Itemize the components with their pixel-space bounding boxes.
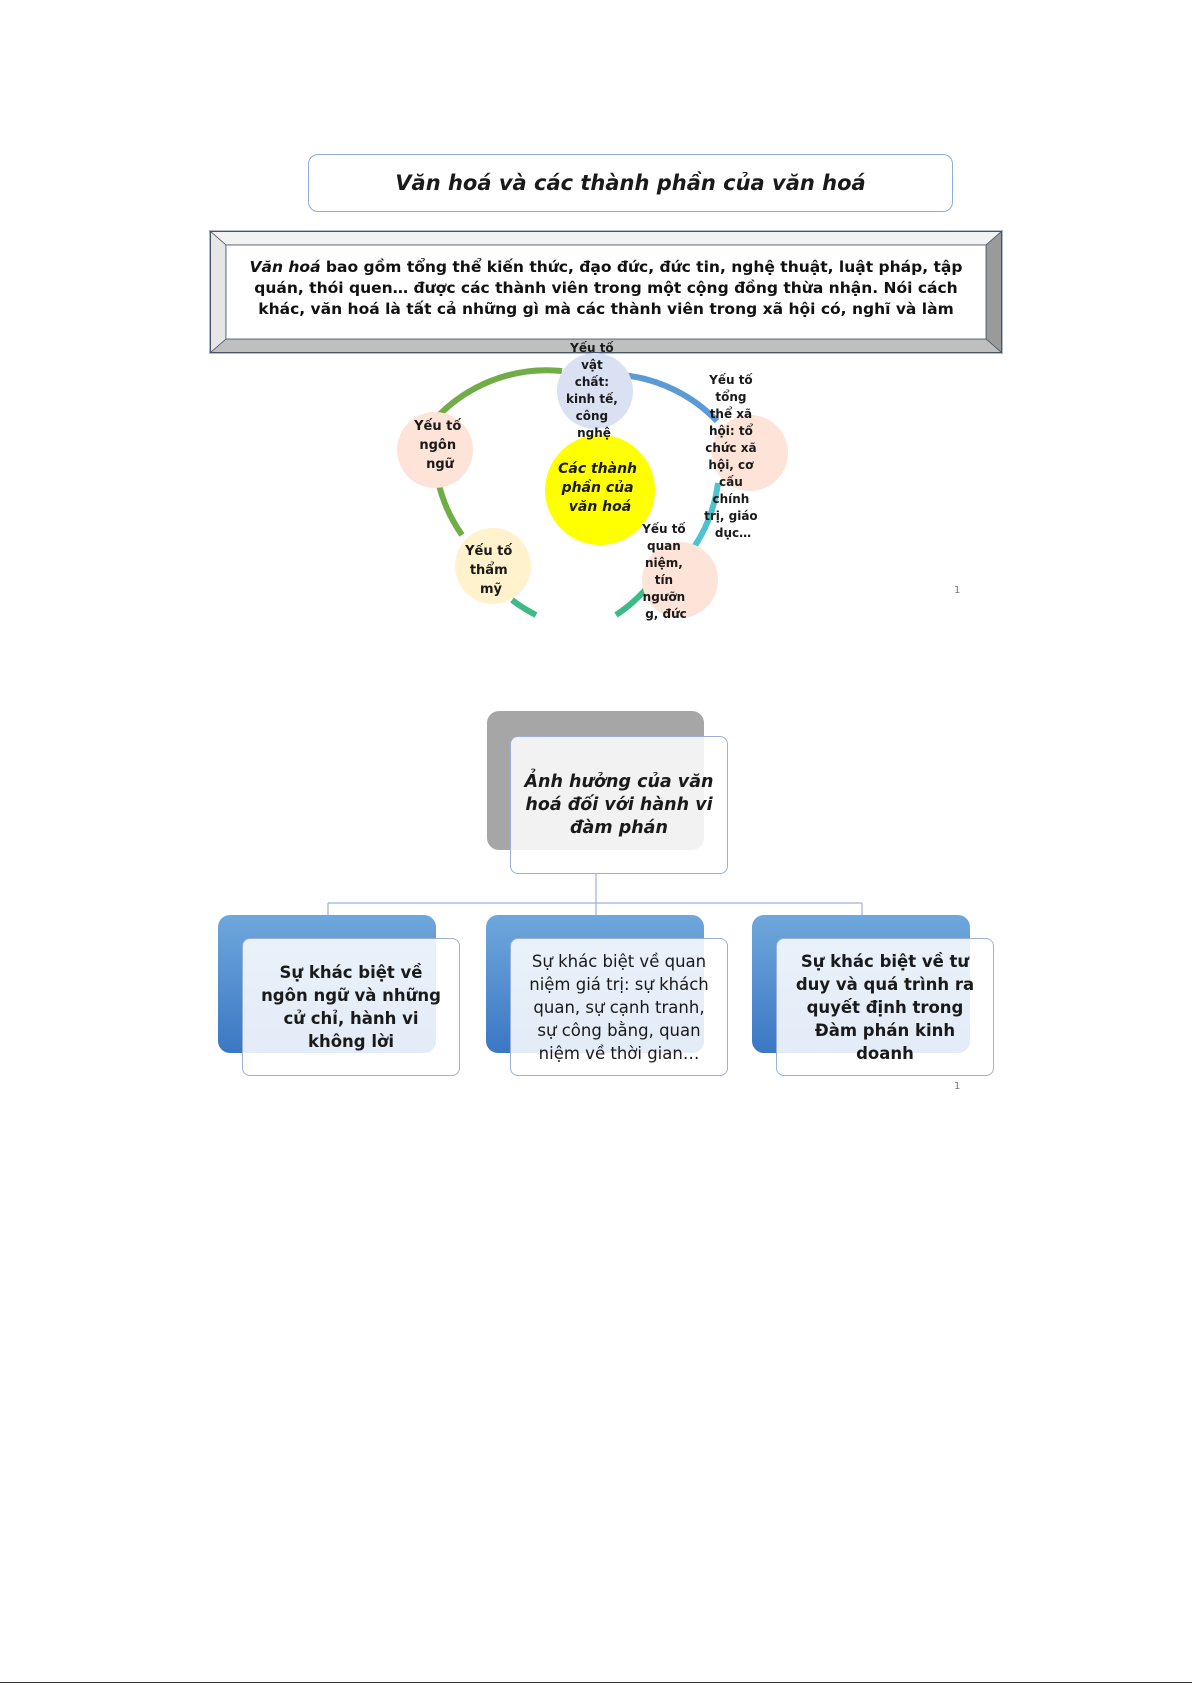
child-box-values [510, 938, 728, 1076]
child-box-thinking [776, 938, 994, 1076]
social-label: Yếu tố tổng thể xã hội: tổ chức xã hội, cơ cấu chính trị, giáo dục… [704, 373, 758, 540]
definition-body: bao gồm tổng thể kiến thức, đạo đức, đức tin, nghệ thuật, luật pháp, tập quán, thói quen… được các thành viên trong một cộng đồng thừa nhận. Nói cách khác, văn hoá là tất cả những gì mà các thành viên trong xã hội có, nghĩ và làm [254, 258, 963, 318]
child-label-values: Sự khác biệt về quan niệm giá trị: sự khách quan, sự cạnh tranh, sự công bằng, quan niệm về thời gian… [529, 951, 709, 1063]
child-label-thinking: Sự khác biệt về tư duy và quá trình ra quyết định trong Đàm phán kinh doanh [795, 951, 975, 1063]
slide-number: 1 [954, 585, 961, 596]
page-bottom-rule [0, 1682, 1192, 1683]
definition-term: Văn hoá [249, 258, 321, 276]
diagram-title: Văn hoá và các thành phần của văn hoá [308, 154, 953, 212]
center-label: Các thành phần của văn hoá [558, 461, 638, 515]
child-box-language [242, 938, 460, 1076]
child-label-language: Sự khác biệt về ngôn ngữ và những cử chỉ, hành vi không lời [261, 963, 441, 1051]
aesthetic-label: Yếu tố thẩm mỹ [465, 544, 513, 597]
belief-label: Yếu tố quan niệm, tín ngưỡn g, đức [642, 522, 687, 621]
language-label: Yếu tố ngôn ngữ [414, 419, 462, 472]
slide-number-2: 1 [954, 1081, 961, 1092]
root-box [510, 736, 728, 874]
root-label: Ảnh hưởng của văn hoá đối với hành vi đàm phán [524, 771, 714, 838]
material-label: Yếu tố vật chất: kinh tế, công nghệ [566, 341, 618, 440]
